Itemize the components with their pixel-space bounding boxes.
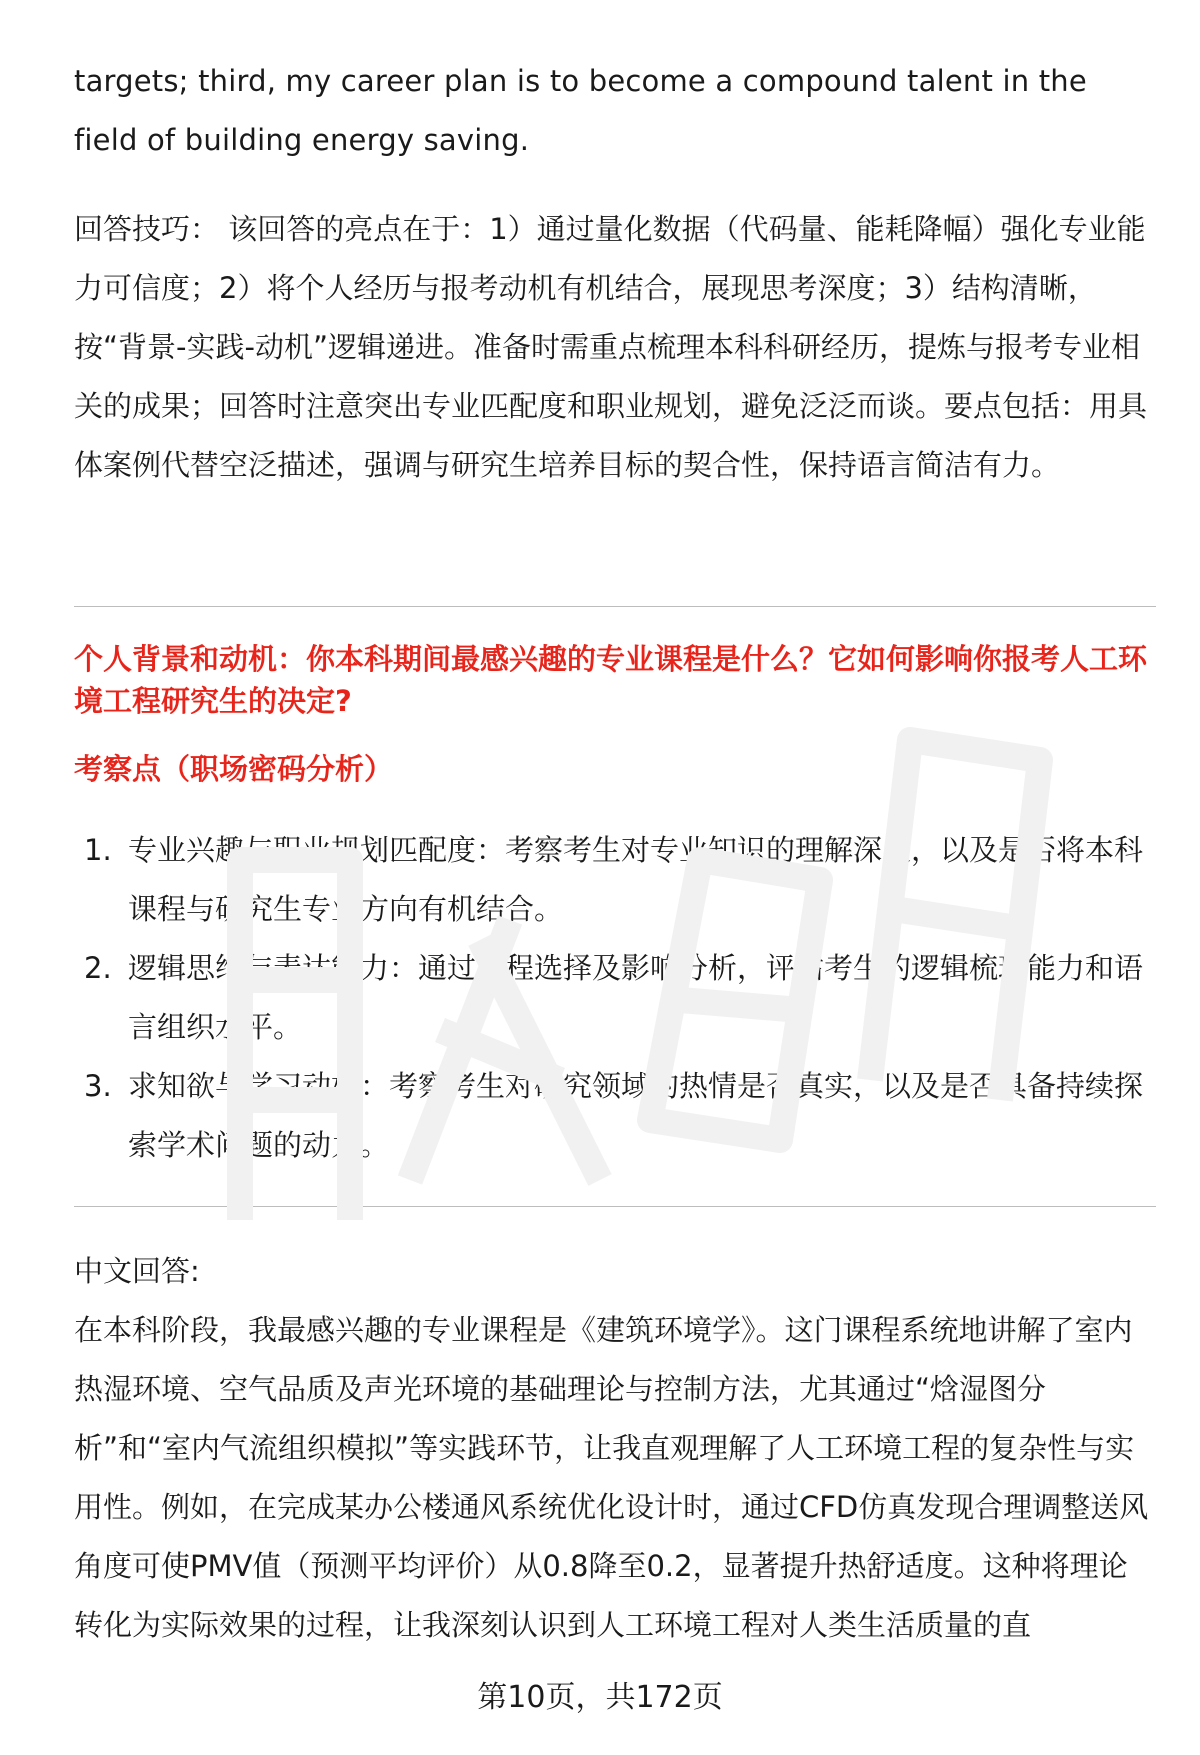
list-item-text: 求知欲与学习动机：考察考生对研究领域的热情是否真实，以及是否具备持续探索学术问题的动力。: [128, 1069, 1144, 1162]
answer-paragraph: 在本科阶段，我最感兴趣的专业课程是《建筑环境学》。这门课程系统地讲解了室内热湿环境、空气品质及声光环境的基础理论与控制方法，尤其通过“焓湿图分析”和“室内气流组织模拟”等实践环节，让我直观理解了人工环境工程的复杂性与实用性。例如，在完成某办公楼通风系统优化设计时，通过CFD仿真发现合理调整送风角度可使PMV值（预测平均评价）从0.8降至0.2，显著提升热舒适度。这种将理论转化为实际效果的过程，让我深刻认识到人工环境工程对人类生活质量的直: [74, 1313, 1149, 1642]
list-item-number: 2.: [84, 951, 112, 985]
section-divider: [74, 1206, 1156, 1207]
list-item-number: 3.: [84, 1069, 112, 1103]
page-footer: 第10页，共172页: [477, 1680, 723, 1715]
list-item: [74, 821, 1156, 939]
list-item-number: 1.: [84, 833, 112, 867]
list-item: [74, 939, 1156, 1057]
answer-tip-paragraph: 回答技巧： 该回答的亮点在于：1）通过量化数据（代码量、能耗降幅）强化专业能力可信度；2）将个人经历与报考动机有机结合，展现思考深度；3）结构清晰，按“背景-实践-动机”逻辑递进。准备时需重点梳理本科科研经历，提炼与报考专业相关的成果；回答时注意突出专业匹配度和职业规划，避免泛泛而谈。要点包括：用具体案例代替空泛描述，强调与研究生培养目标的契合性，保持语言简洁有力。: [74, 212, 1148, 482]
focus-points-heading: 考察点（职场密码分析）: [74, 752, 394, 786]
focus-points-list: [74, 821, 1156, 1175]
list-item-text: 逻辑思维与表达能力：通过课程选择及影响分析，评估考生的逻辑梳理能力和语言组织水平。: [128, 951, 1144, 1044]
list-item-text: 专业兴趣与职业规划匹配度：考察考生对专业知识的理解深度，以及是否将本科课程与研究生专业方向有机结合。: [128, 833, 1144, 926]
section-divider: [74, 606, 1156, 607]
intro-paragraph: targets; third, my career plan is to become a compound talent in the field of building energy saving.: [74, 64, 1087, 157]
list-item: [74, 1057, 1156, 1175]
answer-label: 中文回答:: [74, 1254, 200, 1288]
question-heading: 个人背景和动机：你本科期间最感兴趣的专业课程是什么？它如何影响你报考人工环境工程研究生的决定?: [74, 642, 1148, 718]
